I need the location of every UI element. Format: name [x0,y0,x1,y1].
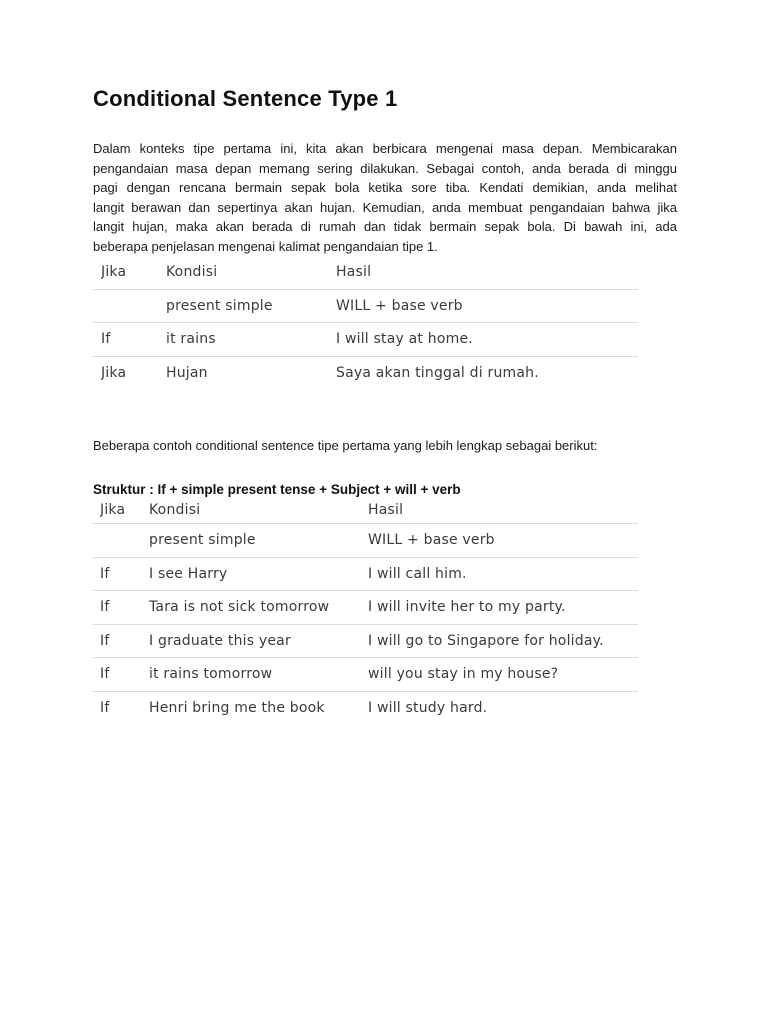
intro-line: beberapa penjelasan mengenai kalimat pengandaian tipe 1. [93,238,438,254]
cell-jika: If [100,632,110,649]
cell-hasil: I will invite her to my party. [368,599,566,616]
intro-line: pagi dengan rencana bermain sepak bola ketika sore tiba. Kendati demikian, anda melihat [93,180,677,195]
cell-hasil: I will call him. [368,565,467,582]
cell-kondisi: I see Harry [149,565,228,582]
table-row [93,658,638,692]
cell-hasil: will you stay in my house? [368,666,559,683]
table-row [93,692,638,725]
intro-line: langit hujan, maka akan berada di rumah dan tidak bermain sepak bola. Di bawah ini, ada [93,219,677,234]
table-row [93,290,638,324]
struktur-heading: Struktur : If + simple present tense + Subject + will + verb [93,482,461,497]
cell-jika: If [101,331,111,348]
cell-kondisi: Tara is not sick tomorrow [149,599,330,616]
cell-hasil: I will study hard. [368,699,488,716]
conditional-table-examples [93,497,638,724]
cell-kondisi: Kondisi [166,264,218,281]
table-row [93,558,638,592]
intro-line: Dalam konteks tipe pertama ini, kita akan berbicara mengenai masa depan. Membicarakan [93,141,677,156]
cell-jika: Jika [101,364,127,381]
page-title: Conditional Sentence Type 1 [93,86,398,111]
cell-kondisi: Kondisi [149,502,201,518]
cell-hasil: WILL + base verb [336,297,463,314]
cell-hasil: Hasil [336,264,372,281]
cell-hasil: WILL + base verb [368,532,495,549]
cell-kondisi: Henri bring me the book [149,699,325,716]
intro-line: pengandaian masa depan memang sering dilakukan. Sebagai contoh, anda berada di minggu [93,160,677,176]
cell-jika: If [100,565,110,582]
cell-jika: If [100,666,110,683]
cell-hasil: I will go to Singapore for holiday. [368,632,604,649]
table-row [93,256,638,290]
cell-kondisi: it rains tomorrow [149,666,273,683]
cell-kondisi: it rains [166,331,216,348]
cell-hasil: Hasil [368,502,404,518]
cell-kondisi: present simple [149,532,256,549]
cell-hasil: I will stay at home. [336,331,473,348]
table-row [93,591,638,625]
intro-line: langit berawan dan sepertinya akan hujan. Kemudian, anda membuat pengandaian bahwa jika [93,199,677,215]
table-row [93,524,638,558]
cell-jika: If [100,699,110,716]
cell-jika: Jika [101,264,127,281]
cell-kondisi: Hujan [166,364,208,381]
table-row [93,497,638,524]
conditional-table-basic [93,256,638,389]
intro-paragraph [93,139,677,256]
cell-jika: If [100,599,110,616]
cell-hasil: Saya akan tinggal di rumah. [336,364,539,381]
cell-jika: Jika [100,502,126,518]
cell-kondisi: I graduate this year [149,632,291,649]
table-row [93,625,638,659]
examples-note: Beberapa contoh conditional sentence tipe pertama yang lebih lengkap sebagai berikut: [93,438,598,453]
document-content [93,0,677,724]
table-row [93,357,638,390]
cell-kondisi: present simple [166,297,273,314]
table-row [93,323,638,357]
